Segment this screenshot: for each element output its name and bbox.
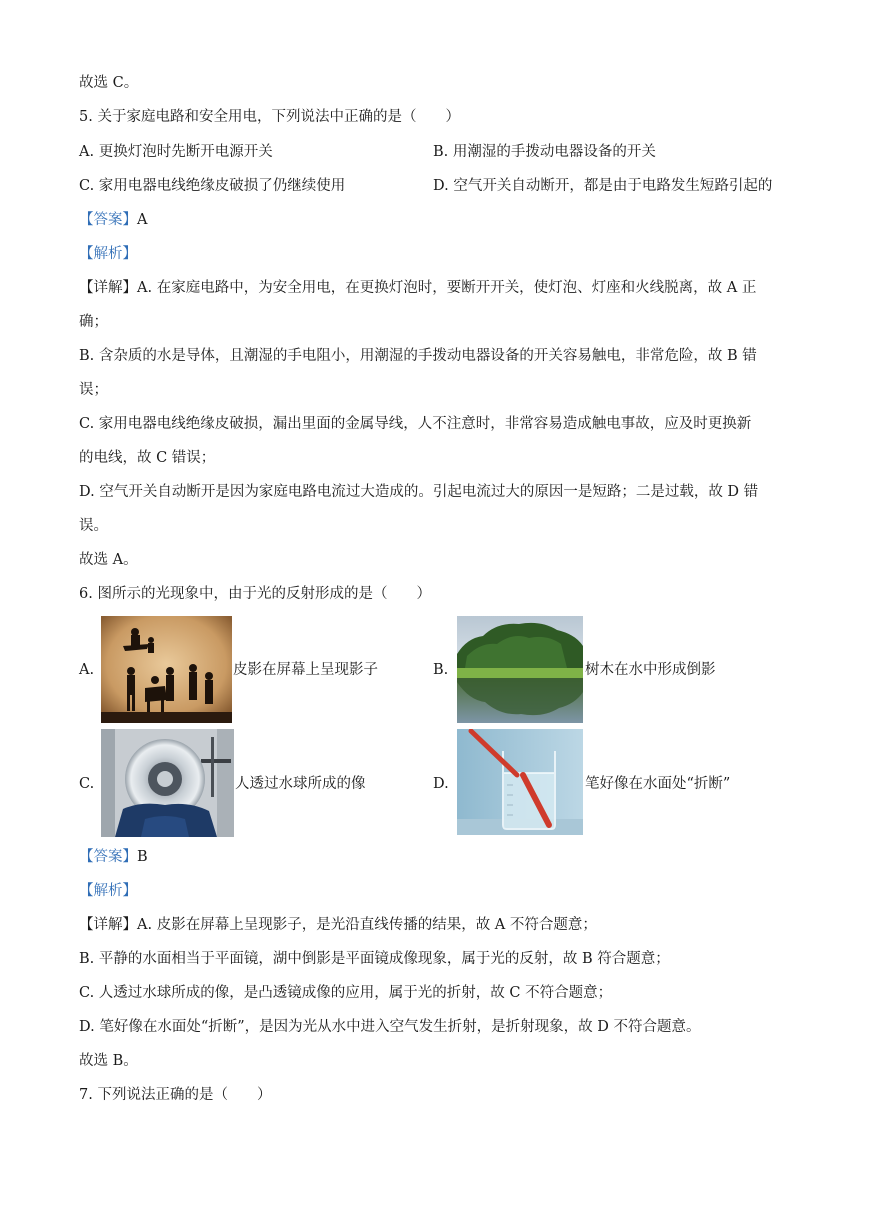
q6-option-b-caption: 树木在水中形成倒影 bbox=[585, 662, 716, 678]
q5-detail-line-3: B. 含杂质的水是导体，且潮湿的手电阻小，用潮湿的手拨动电器设备的开关容易触电，非常危险，故 B 错 bbox=[79, 348, 757, 364]
q5-detail-line-6: 的电线，故 C 错误； bbox=[79, 450, 216, 466]
q5-option-c: C. 家用电器电线绝缘皮破损了仍继续使用 bbox=[79, 178, 346, 194]
q6-conclusion: 故选 B。 bbox=[79, 1053, 138, 1069]
q5-detail-line-4: 误； bbox=[79, 382, 108, 398]
q5-option-b: B. 用潮湿的手拨动电器设备的开关 bbox=[433, 144, 656, 160]
q6-detail-line-2: B. 平静的水面相当于平面镜，湖中倒影是平面镜成像现象，属于光的反射，故 B 符合题意； bbox=[79, 951, 670, 967]
prev-conclusion: 故选 C。 bbox=[79, 75, 139, 91]
q6-detail-text: A. 皮影在屏幕上呈现影子，是光沿直线传播的结果，故 A 不符合题意； bbox=[137, 917, 597, 933]
q5-detail-text: A. 在家庭电路中，为安全用电，在更换灯泡时，要断开开关，使灯泡、灯座和火线脱离，故 A 正 bbox=[137, 280, 757, 296]
q6-option-c-caption: 人透过水球所成的像 bbox=[235, 776, 366, 792]
q5-detail-line-5: C. 家用电器电线绝缘皮破损，漏出里面的金属导线，人不注意时，非常容易造成触电事故，应及时更换新 bbox=[79, 416, 752, 432]
q6-answer-tag: 【答案】 bbox=[79, 849, 137, 865]
q6-stem: 6. 图所示的光现象中，由于光的反射形成的是（ ） bbox=[79, 586, 431, 602]
q5-detail-line-8: 误。 bbox=[79, 518, 108, 534]
q5-detail-line-2: 确； bbox=[79, 314, 108, 330]
q5-option-a: A. 更换灯泡时先断开电源开关 bbox=[79, 144, 273, 160]
water-ball-image bbox=[101, 729, 234, 837]
q7-stem: 7. 下列说法正确的是（ ） bbox=[79, 1087, 272, 1103]
q5-answer bbox=[79, 210, 147, 230]
q5-detail-line-7: D. 空气开关自动断开是因为家庭电路电流过大造成的。引起电流过大的原因一是短路；二是过载，故 D 错 bbox=[79, 484, 759, 500]
q6-option-b-letter: B. bbox=[433, 662, 449, 678]
q6-option-a-letter: A. bbox=[79, 662, 95, 678]
q5-option-d: D. 空气开关自动断开，都是由于电路发生短路引起的 bbox=[433, 178, 773, 194]
q5-conclusion: 故选 A。 bbox=[79, 552, 138, 568]
q5-answer-tag: 【答案】 bbox=[79, 212, 137, 228]
bent-pencil-beaker-image bbox=[457, 729, 583, 835]
shadow-puppet-image bbox=[101, 616, 232, 723]
q5-detail-tag: 【详解】 bbox=[79, 280, 137, 296]
q6-analysis-tag: 【解析】 bbox=[79, 883, 137, 899]
q6-option-a-caption: 皮影在屏幕上呈现影子 bbox=[233, 662, 378, 678]
q5-stem: 5. 关于家庭电路和安全用电，下列说法中正确的是（ ） bbox=[79, 109, 460, 125]
q5-detail-line-1 bbox=[79, 278, 756, 298]
q6-option-d-letter: D. bbox=[433, 776, 449, 792]
q6-option-d-caption: 笔好像在水面处“折断” bbox=[585, 776, 731, 792]
q5-answer-value: A bbox=[137, 212, 148, 228]
q6-answer-value: B bbox=[137, 849, 148, 865]
q6-detail-line-4: D. 笔好像在水面处“折断”，是因为光从水中进入空气发生折射，是折射现象，故 D 不符合题意。 bbox=[79, 1019, 701, 1035]
q6-detail-line-3: C. 人透过水球所成的像，是凸透镜成像的应用，属于光的折射，故 C 不符合题意； bbox=[79, 985, 613, 1001]
q5-analysis-tag: 【解析】 bbox=[79, 246, 137, 262]
q6-answer bbox=[79, 847, 148, 867]
q6-option-c-letter: C. bbox=[79, 776, 95, 792]
q6-detail-tag: 【详解】 bbox=[79, 917, 137, 933]
q6-detail-line-1 bbox=[79, 915, 597, 935]
tree-reflection-image bbox=[457, 616, 583, 723]
